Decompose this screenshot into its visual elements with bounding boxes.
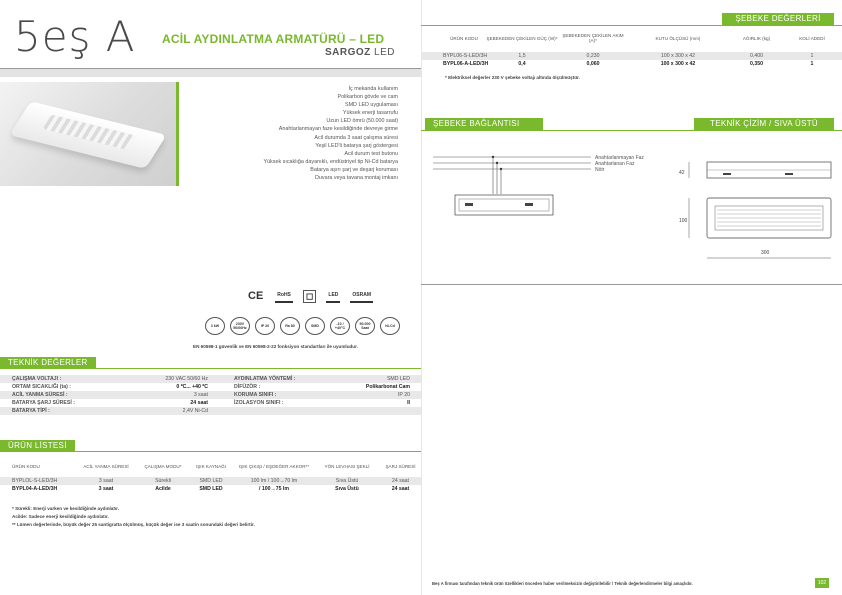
note-line: Acilde: Sadece enerji kesildiğinde aydınlatır.	[12, 514, 109, 519]
table-cell: BYPL06-A-LED/3H	[443, 61, 489, 67]
spec-value: SMD LED	[386, 376, 410, 382]
spec-value: 0 ºC... +40 ºC	[176, 384, 208, 390]
table-cell: Acilde	[155, 486, 171, 492]
table-cell: 3 saat	[98, 486, 114, 492]
column-header: ÜRÜN KODU	[450, 35, 478, 41]
table-cell: SMD LED	[199, 478, 223, 484]
product-photo	[0, 82, 176, 186]
page-divider	[421, 0, 422, 595]
product-notes	[12, 505, 255, 529]
fixture-image	[9, 101, 166, 169]
network-tab: ŞEBEKE DEĞERLERİ	[722, 13, 834, 25]
osram-mark-icon: OSRAM	[350, 290, 373, 303]
feature-list	[263, 85, 398, 182]
ce-mark-icon: CE	[248, 290, 264, 302]
feature-item: Uzun LED ömrü (50.000 saat)	[326, 118, 398, 125]
table-cell: 100 lm / 100→70 lm	[250, 478, 298, 484]
spec-value	[330, 407, 410, 415]
section-divider	[421, 284, 842, 285]
spec-label	[212, 407, 330, 415]
subtitle-type: LED	[370, 47, 396, 58]
table-cell: 100 x 300 x 42	[660, 53, 696, 59]
led-mark-icon: LED	[326, 290, 340, 303]
table-cell: 24 saat	[391, 486, 410, 492]
network-divider	[421, 25, 842, 26]
subtitle-model: SARGOZ	[325, 47, 371, 58]
column-header: AĞIRLIK (kg)	[742, 35, 771, 41]
spec-label: ORTAM SICAKLIĞI (ta) :	[12, 384, 71, 390]
table-row	[0, 391, 421, 399]
table-cell: BYPLOL-S-LED/3H	[12, 478, 58, 484]
note-line: ** Lümen değerlerinde, büyük değer 25 santigratta ölçülmüş, küçük değer ise 3 saatin sonundaki değeri belirtir.	[12, 522, 255, 527]
spec-badge: 230V 50/60Hz	[230, 317, 250, 335]
spec-label: ACİL YANMA SÜRESİ :	[12, 392, 68, 398]
table-row	[0, 477, 421, 485]
table-cell: 0,060	[586, 61, 600, 67]
spec-label: İZOLASYON SINIFI :	[234, 400, 284, 406]
spec-badge: Ni-Cd	[380, 317, 400, 335]
column-header: IŞIK ÇIKIŞI / EŞDEĞER AKKOR**	[238, 464, 310, 470]
product-subtitle	[325, 47, 395, 58]
network-table	[421, 52, 842, 68]
brand-logo: 5eş A	[14, 12, 136, 61]
table-row	[0, 383, 421, 391]
connection-divider	[421, 130, 842, 131]
table-cell: SMD LED	[199, 486, 223, 492]
technical-divider	[0, 368, 421, 369]
fixture-lens	[43, 115, 135, 150]
column-header: KUTU ÖLÇÜSÜ (mm)	[655, 35, 701, 41]
table-cell: 1	[810, 61, 814, 67]
table-cell: 3 saat	[98, 478, 114, 484]
spec-value: 230 VAC 50/60 Hz	[165, 376, 208, 382]
table-row	[0, 375, 421, 383]
spec-value: II	[407, 400, 410, 406]
feature-item: Acil durum test butonu	[344, 150, 398, 157]
column-header: KOLİ ADEDİ	[799, 35, 825, 41]
feature-item: Anahtarlanmayan faze kesildiğinde devreye girme	[278, 126, 398, 133]
spec-badge: -10 / +40°C	[330, 317, 350, 335]
wire-label: Nötr	[595, 167, 605, 173]
network-header	[421, 27, 842, 49]
spec-badge: IP 20	[255, 317, 275, 335]
table-cell: Sürekli	[155, 478, 171, 484]
connection-tab: ŞEBEKE BAĞLANTISI	[425, 118, 543, 130]
dimension-label: 42	[679, 170, 685, 176]
drawing-tab: TEKNİK ÇİZİM / SIVA ÜSTÜ	[694, 118, 834, 130]
table-cell: Sıva Üstü	[335, 478, 359, 484]
table-row	[0, 407, 421, 415]
table-row	[0, 485, 421, 493]
products-tab: ÜRÜN LİSTESİ	[0, 440, 75, 452]
table-cell: 24 saat	[391, 478, 410, 484]
page-number: 102	[815, 578, 829, 588]
column-header: ÜRÜN KODU	[12, 464, 40, 470]
spec-label: ÇALIŞMA VOLTAJI :	[12, 376, 62, 382]
table-row	[0, 399, 421, 407]
spec-value: 3 saat	[193, 392, 208, 398]
spec-label: DİFÜZÖR :	[234, 384, 261, 390]
column-header: ŞEBEKEDEN ÇEKİLEN GÜÇ (W)*	[486, 35, 558, 41]
column-header: IŞIK KAYNAĞI	[195, 464, 227, 470]
wire-label: Anahtarlanan Faz	[595, 161, 635, 167]
feature-item: Acil durumda 3 saat çalışma süresi	[314, 134, 398, 141]
column-header: ŞARJ SÜRESİ	[385, 464, 416, 470]
spec-badge: Ra 80	[280, 317, 300, 335]
spec-badges	[205, 317, 400, 335]
column-header: ÇALIŞMA MODU*	[144, 464, 182, 470]
feature-item: Duvara veya tavana montaj imkanı	[315, 175, 398, 182]
table-row	[421, 52, 842, 60]
feature-item: Batarya aşırı şarj ve deşarj koruması	[310, 166, 398, 173]
table-cell: BYPL04-A-LED/3H	[12, 486, 58, 492]
feature-item: SMD LED uygulaması	[344, 102, 398, 109]
feature-item: Yeşil LED'li batarya şarj göstergesi	[315, 142, 398, 149]
products-table	[0, 477, 421, 493]
page-title: ACİL AYDINLATMA ARMATÜRÜ – LED	[162, 32, 385, 46]
spec-label: AYDINLATMA YÖNTEMİ :	[234, 376, 296, 382]
spec-value: IP 20	[397, 392, 410, 398]
wiring-diagram	[433, 155, 644, 215]
column-header: ACİL YANMA SÜRESİ	[83, 464, 129, 470]
note-line: * Sürekli: Enerji varken ve kesildiğinde aydınlatır.	[12, 506, 119, 511]
table-cell: 0,230	[586, 53, 600, 59]
certification-marks	[246, 290, 373, 303]
spec-badge: 3 kW	[205, 317, 225, 335]
products-header	[0, 458, 421, 476]
feature-item: Polikarbon gövde ve cam	[337, 94, 398, 101]
column-header: ŞEBEKEDEN ÇEKİLEN AKIM (A)*	[562, 33, 624, 43]
class-ii-icon: ◻	[303, 290, 316, 303]
standard-note: EN 60598-1 güvenlik ve EN 60598-2-22 fonksiyon standartları ile uyumludur.	[193, 344, 358, 349]
photo-accent-bar	[176, 82, 179, 186]
header-band	[0, 69, 421, 77]
rohs-mark-icon: RoHS	[275, 290, 293, 303]
spec-badge: SMD	[305, 317, 325, 335]
feature-item: Yüksek sıcaklığa dayanıklı, endüstriyel tip Ni-Cd batarya	[263, 158, 398, 165]
spec-value: 2,4V Ni-Cd	[182, 408, 208, 414]
dimension-label: 300	[761, 250, 770, 256]
table-cell: 1,5	[518, 53, 526, 59]
table-cell: 1	[810, 53, 814, 59]
wire-label: Anahtarlanmayan Faz	[595, 155, 644, 161]
dimension-label: 100	[679, 218, 688, 224]
column-header: YÖN LEVHASI ŞEKLİ	[324, 464, 370, 470]
spec-label: KORUMA SINIFI :	[234, 392, 277, 398]
products-divider	[0, 451, 421, 452]
spec-value: Polikarbonat Cam	[365, 384, 410, 390]
table-row	[421, 60, 842, 68]
technical-tab: TEKNİK DEĞERLER	[0, 357, 96, 369]
spec-label: BATARYA ŞARJ SÜRESİ :	[12, 400, 75, 406]
table-cell: 0,4	[518, 61, 526, 67]
table-cell: 0,400	[750, 53, 763, 59]
diagrams	[421, 140, 842, 270]
feature-item: İç mekanda kullanım	[348, 86, 398, 92]
footer-note: Beş A firması tarafından teknik ürün özellikleri önceden haber verilmeksizin değiştirilebilir / Teknik değerlendirmeler bilgi amaçlıdır.	[432, 581, 693, 586]
network-note: * Elektriksel değerler 230 V şebeke voltajı altında ölçülmüştür.	[445, 75, 580, 80]
table-cell: / 100→75 lm	[259, 486, 289, 492]
table-cell: 0,350	[750, 61, 763, 67]
dimension-drawing	[679, 162, 831, 258]
table-cell: BYPL06-S-LED/3H	[443, 53, 488, 59]
table-cell: 100 x 300 x 42	[660, 61, 696, 67]
technical-table	[0, 375, 421, 415]
feature-item: Yüksek enerji tasarrufu	[342, 110, 398, 117]
spec-badge: 50.000 Saat	[355, 317, 375, 335]
table-cell: Sıva Üstü	[335, 486, 359, 492]
spec-label: BATARYA TİPİ :	[12, 408, 50, 414]
spec-value: 24 saat	[190, 400, 208, 406]
